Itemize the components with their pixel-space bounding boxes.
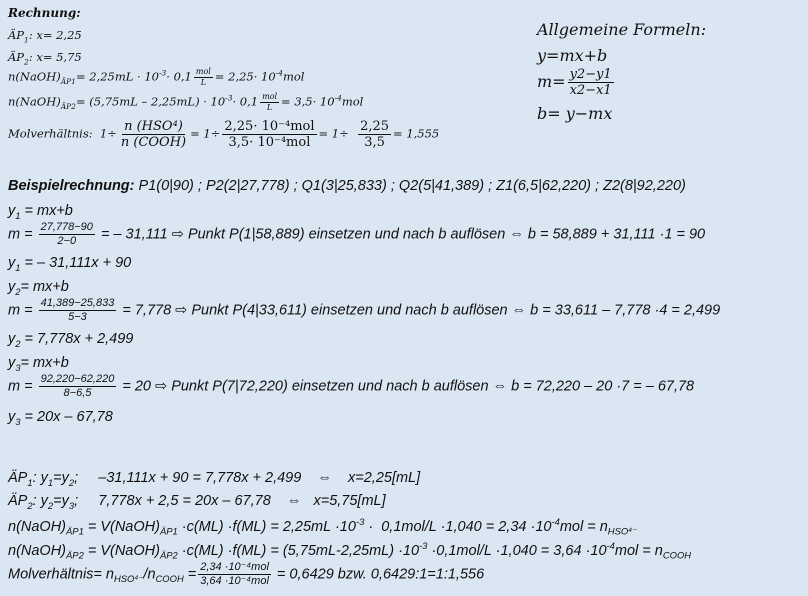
- naoh-ap2-line: $n(NaOH)_{ÄP2}= (5,75mL - 2,25mL) \cdot 10^{-3}\cdot 0,1$ $\frac{\text{mol}}{L}$ = $3,5\cdot 10^{-4}mol$: [8, 92, 364, 112]
- naoh-ap2-result: $n(NaOH)_{ÄP2}$ = $V(NaOH)_{ÄP2} \cdot c(ML) \cdot f(ML) = (5,75mL-2,25mL) \cdot 10^{-3} \cdot 0,1mol/L \cdot 1,040 = 3,64 \cdot 10^{-4}mol = n_{COOH}$: [8, 540, 692, 561]
- molverhaeltnis-result: Molverhältnis= $n_{HSO^{4-}}/n_{COOH}$ = $\frac{\text{2,34 ·10⁻⁴mol}}{\text{3,64 ·10⁻⁴mol}}$ = 0,6429 bzw. 0,6429:1=1:1,556: [8, 561, 485, 587]
- y2-result: $y_2 = 7,778x + 2,499$: [8, 331, 134, 349]
- aep2-result: $ÄP_2$: $y_2=y_3$; 7,778x + 2,5 = 20x – 67,78 ⇔ x=5,75[mL]: [8, 493, 386, 511]
- beispiel-points: Beispielrechnung: P1(0|90) ; P2(2|27,778) ; Q1(3|25,833) ; Q2(5|41,389) ; Z1(6,5|62,220) ; Z2(8|92,220): [8, 178, 686, 194]
- aep1-line: $ÄP_1$: x= 2,25: [8, 28, 82, 45]
- y1-eq: $y_1 = mx+b$: [8, 203, 73, 221]
- formeln-title: Allgemeine Formeln:: [537, 20, 707, 39]
- formel-intercept: b= y−mx: [537, 104, 613, 123]
- m3-calc: m = $\frac{92,220-62,220}{8-6,5}$ = 20 ⇨ Punkt P(7|72,220) einsetzen und nach b auflösen ⇔ b = 72,220 – 20 ·7 = – 67,78: [8, 373, 695, 399]
- y3-result: $y_3 = 20x - 67,78$: [8, 409, 113, 427]
- y3-eq: $y_3= mx+b$: [8, 355, 69, 373]
- y2-eq: $y_2= mx+b$: [8, 279, 69, 297]
- y1-result: $y_1$ = – 31,111x + 90: [8, 255, 132, 273]
- rechnung-title: Rechnung:: [8, 6, 81, 20]
- formel-slope: m= $\frac{y2-y1}{x2-x1}$: [537, 67, 612, 98]
- m1-calc: m = $\frac{27,778-90}{2-0}$ = – 31,111 ⇨ Punkt P(1|58,889) einsetzen und nach b auflösen ⇔ b = 58,889 + 31,111 ·1 = 90: [8, 221, 706, 247]
- molverhaeltnis-top: Molverhältnis: 1÷ $\frac{\text{n (HSO⁴)}}{\text{n (COOH)}}$ = 1÷ $\frac{\text{2,25· 10⁻⁴mol}}{\text{3,5· 10⁻⁴mol}}$ = 1÷ $\frac{2,25}{3,5}$ = 1,555: [8, 119, 440, 150]
- aep1-result: $ÄP_1$: $y_1=y_2$; –31,111x + 90 = 7,778x + 2,499 ⇔ x=2,25[mL]: [8, 470, 421, 488]
- aep2-line: $ÄP_2$: x= 5,75: [8, 50, 82, 67]
- naoh-ap1-result: $n(NaOH)_{ÄP1}$ = $V(NaOH)_{ÄP1} \cdot c(ML) \cdot f(ML) = 2,25mL \cdot 10^{-3} \cdot 0,1mol/L \cdot 1,040 = 2,34 \cdot 10^{-4}mol = n_{HSO^{4-}}$: [8, 516, 638, 537]
- formel-line-eq: y=mx+b: [537, 46, 608, 65]
- naoh-ap1-line: $n(NaOH)_{ÄP1}= 2,25mL \cdot 10^{-3}\cdot 0,1$ $\frac{\text{mol}}{L}$ = $2,25\cdot 10^{-4}mol$: [8, 67, 305, 87]
- m2-calc: m = $\frac{41,389-25,833}{5-3}$ = 7,778 ⇨ Punkt P(4|33,611) einsetzen und nach b auflösen ⇔ b = 33,611 – 7,778 ·4 = 2,499: [8, 297, 721, 323]
